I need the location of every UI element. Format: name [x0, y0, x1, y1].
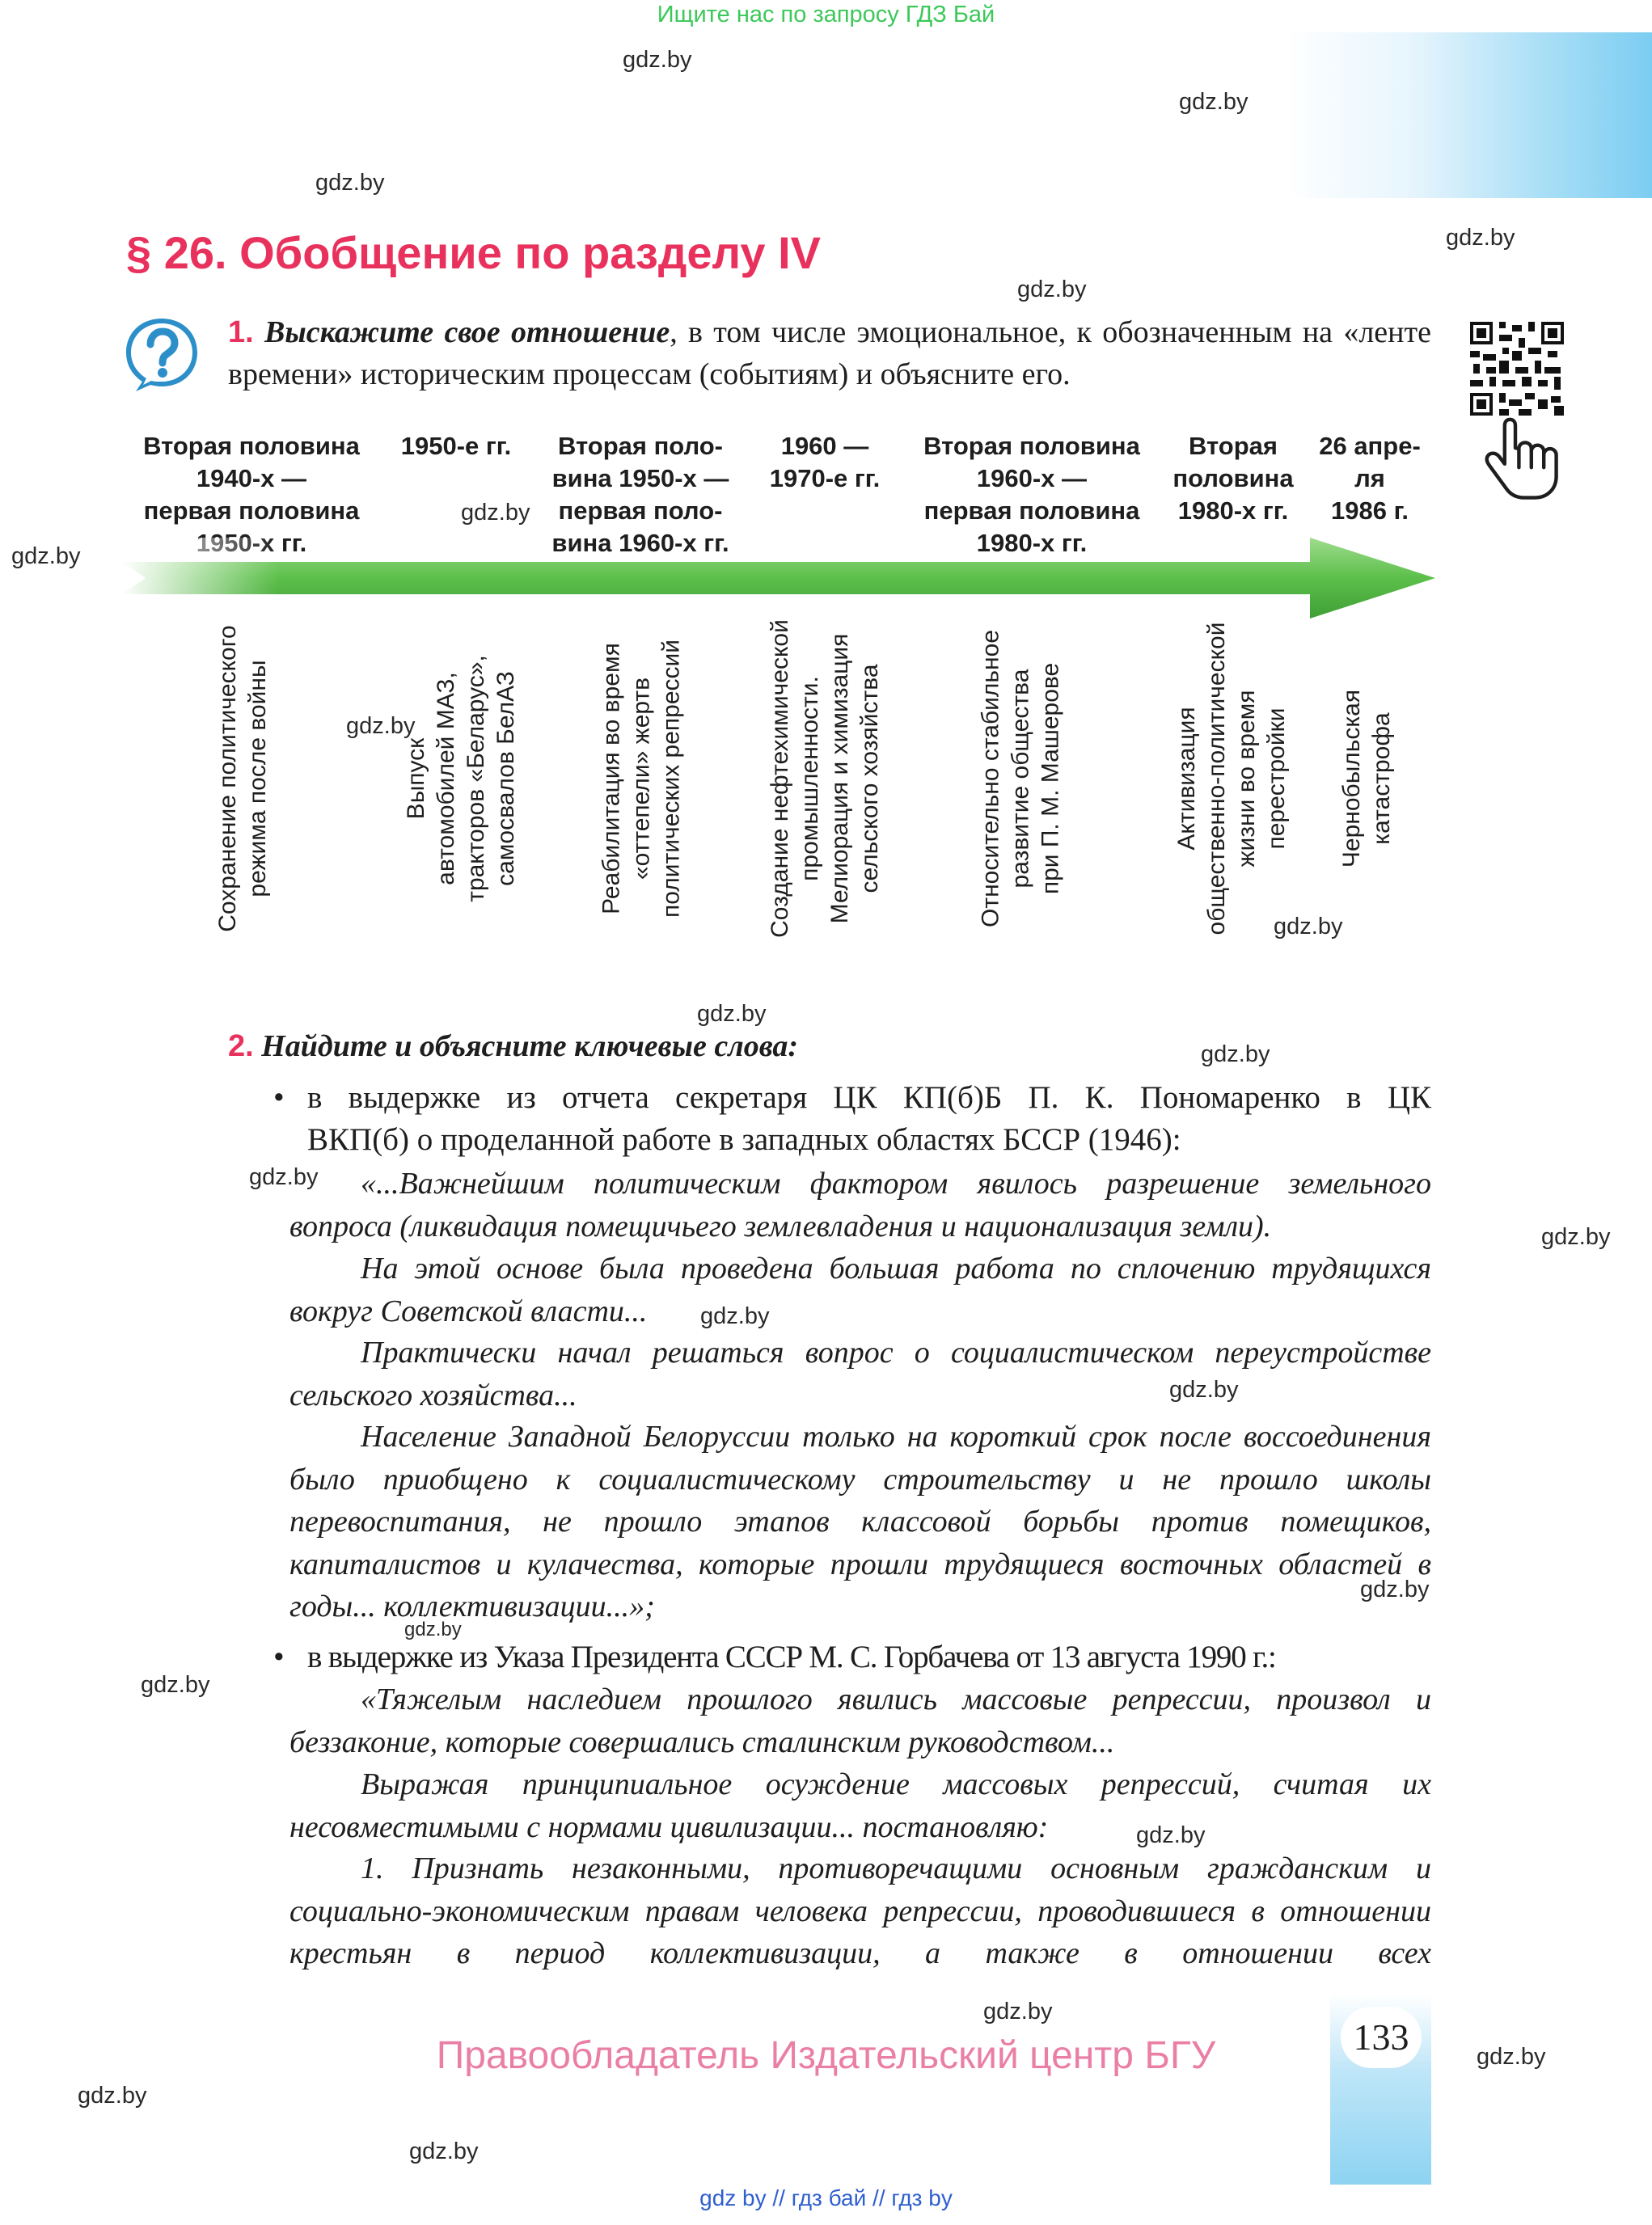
- watermark: gdz.by: [11, 543, 81, 569]
- bottom-links[interactable]: gdz by // гдз бай // гдз by: [699, 2185, 953, 2210]
- timeline-event-7: Чернобыльская катастрофа: [1338, 689, 1395, 868]
- watermark: gdz.by: [1360, 1577, 1430, 1602]
- top-gradient: [1286, 32, 1652, 198]
- page-number: 133: [1341, 2007, 1422, 2068]
- timeline-period-6: Вторая половина 1980-х гг.: [1172, 432, 1294, 525]
- task-2-title: Найдите и объясните ключевые слова:: [261, 1029, 799, 1063]
- timeline-period-4: 1960 — 1970-е гг.: [769, 432, 881, 492]
- bullet-1-line-2: ВКП(б) о проделанной работе в западных областях БССР (1946):: [307, 1122, 1181, 1157]
- watermark: gdz.by: [983, 1999, 1053, 2024]
- quote-1-paragraph-3: Практически начал решаться вопрос о социалистическом переустройстве сельского хозяйства...: [289, 1336, 1431, 1412]
- watermark: gdz.by: [461, 500, 530, 526]
- watermark: gdz.by: [1477, 2044, 1546, 2070]
- task-1-number: 1.: [228, 315, 254, 349]
- bullet-2-line-1: в выдержке из Указа Президента СССР М. С. Горбачева от 13 августа 1990 г.:: [307, 1640, 1276, 1674]
- qr-code-icon[interactable]: [1470, 322, 1564, 416]
- timeline-event-2: Выпуск автомобилей МАЗ, тракторов «Беларус», самосвалов БелАЗ: [403, 655, 519, 902]
- timeline-period-1: Вторая половина 1940-х — первая половина: [143, 432, 360, 525]
- timeline-event-1: Сохранение политического режима после войны: [214, 625, 271, 932]
- task-1-text: , в том числе эмоциональное, к обозначенным на «ленте времени» историческим процессам (событиям) и объясните его.: [228, 315, 1431, 391]
- watermark: gdz.by: [623, 47, 692, 73]
- quote-1-paragraph-1: «...Важнейшим политическим фактором явилось разрешение земельного вопроса (ликвидация помещичьего землевладения и национализация земли).: [289, 1167, 1431, 1243]
- timeline-period-7: 26 апре- ля 1986 г.: [1319, 432, 1421, 525]
- watermark: gdz.by: [1179, 89, 1249, 115]
- timeline-event-6: Активизация общественно-политической жизни во время перестройки: [1173, 622, 1290, 935]
- section-title: § 26. Обобщение по разделу IV: [126, 227, 822, 278]
- timeline-period-3: Вторая поло- вина 1950-х — первая поло-: [551, 432, 729, 525]
- timeline-arrow-icon: [121, 538, 1435, 619]
- top-banner[interactable]: Ищите нас по запросу ГДЗ Бай: [657, 2, 995, 27]
- bullet-1-marker: •: [273, 1080, 285, 1115]
- timeline-period-5: Вторая половина 1960-х — первая половина: [923, 432, 1140, 525]
- timeline-period-2: 1950-е гг.: [400, 432, 512, 460]
- copyright-footer: Правообладатель Издательский центр БГУ: [436, 2034, 1216, 2077]
- watermark: gdz.by: [249, 1164, 319, 1190]
- watermark: gdz.by: [409, 2138, 479, 2164]
- watermark: gdz.by: [1017, 277, 1087, 302]
- watermark: gdz.by: [1541, 1224, 1611, 1250]
- bullet-2-marker: •: [273, 1640, 285, 1674]
- watermark: gdz.by: [78, 2083, 147, 2109]
- timeline-event-4: Создание нефтехимической промышленности. Мелиорация и химизация сельского хозяйства: [767, 619, 883, 938]
- quote-2-paragraph-3: 1. Признать незаконными, противоречащими основным гражданским и социально-экономическим правам человека репрессии, проводившиеся в отношении крестьян в период коллективизации, а также в отношении всех: [289, 1851, 1431, 1970]
- quote-2-paragraph-2: Выражая принципиальное осуждение массовых репрессий, считая их несовместимыми с нормами цивилизации... постановляю:: [289, 1767, 1431, 1844]
- quote-1-paragraph-2: На этой основе была проведена большая работа по сплочению трудящихся вокруг Советской власти...: [289, 1252, 1431, 1328]
- watermark: gdz.by: [1446, 225, 1515, 251]
- task-2: [228, 1025, 798, 1067]
- watermark: gdz.by: [1201, 1041, 1270, 1067]
- timeline-event-5: Относительно стабильное развитие общества при П. М. Машерове: [977, 630, 1064, 927]
- watermark: gdz.by: [141, 1672, 210, 1698]
- watermark: gdz.by: [700, 1303, 770, 1329]
- watermark: gdz.by: [315, 170, 385, 196]
- watermark: gdz.by: [346, 713, 416, 739]
- task-1: [228, 311, 1431, 395]
- watermark: gdz.by: [1274, 914, 1343, 939]
- watermark: gdz.by: [1169, 1377, 1239, 1403]
- timeline-event-3: Реабилитация во время «оттепели» жертв политических репрессий: [598, 639, 685, 918]
- task-2-number: 2.: [228, 1029, 254, 1063]
- task-1-bold: Выскажите свое отношение: [264, 315, 670, 349]
- bullet-1-line-1: в выдержке из отчета секретаря ЦК КП(б)Б П. К. Пономаренко в ЦК: [307, 1080, 1431, 1115]
- watermark: gdz.by: [1136, 1822, 1206, 1848]
- quote-1-paragraph-4: Население Западной Белоруссии только на короткий срок после воссоединения было приобщено к социалистическому строительству и не прошло школы перевоспитания, не прошло этапов классовой борьбы против помещиков, капиталистов и кулачества, которые прошли трудящиеся восточных областей в годы... коллективизации...»;: [289, 1420, 1431, 1623]
- question-icon: [121, 314, 202, 395]
- watermark: gdz.by: [697, 1001, 767, 1027]
- quote-2-paragraph-1: «Тяжелым наследием прошлого явились массовые репрессии, произвол и беззаконие, которые совершались сталинским руководством...: [289, 1682, 1431, 1759]
- watermark: gdz.by: [404, 1619, 462, 1640]
- pointing-hand-icon: [1480, 412, 1569, 501]
